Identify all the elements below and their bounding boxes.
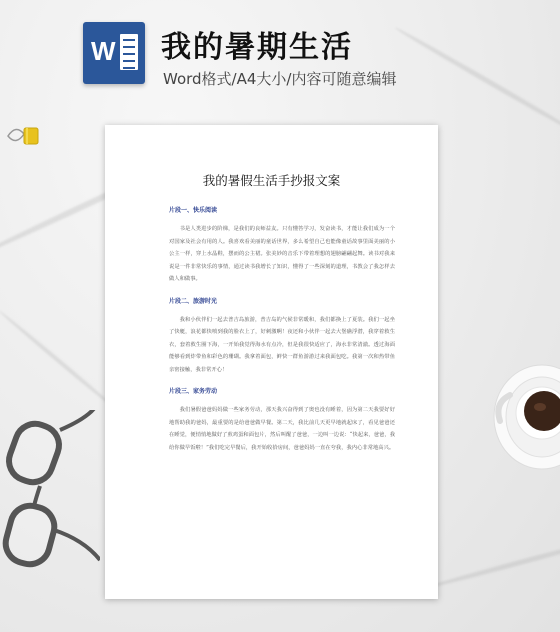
document-page-icon bbox=[120, 34, 138, 70]
binder-clip-icon bbox=[6, 120, 42, 156]
header bbox=[83, 22, 543, 102]
document-title: 我的暑假生活手抄报文案 bbox=[202, 173, 341, 188]
section-heading: 片段三、家务劳动 bbox=[169, 388, 218, 395]
page-subtitle: Word格式/A4大小/内容可随意编辑 bbox=[163, 70, 397, 88]
word-icon bbox=[83, 22, 145, 84]
section-heading: 片段一、快乐阅读 bbox=[169, 207, 218, 214]
section-paragraph: 我们暑假爸爸妈妈做一些家务劳动，那天我兴奋得到了奥也没有睡着，因为第二天我要好好地帮助我的爸妈，最重要的是给爸爸做早餐。第二天，我比前几天更早地就起床了，看见爸爸还在睡觉，便悄悄地做好了煎鸡蛋和面包片，然后叫醒了爸爸，一边叫一边说：“快起来，爸爸，我给你做早饭啦！”我们吃完早餐后，我开始收拾房间，爸爸妈妈一直在夸我，我内心非常地高兴。 bbox=[169, 407, 395, 451]
marble-vein bbox=[423, 534, 560, 591]
section-heading: 片段二、旅游时光 bbox=[169, 297, 218, 305]
section-paragraph: 我和小伙伴们一起去普吉岛旅游，普吉岛的气候非常暖和，我们都换上了夏装。我们一起坐了快艇，浪花都快喷到我的脸衣上了，好刺激啊！夜还和小伙伴一起去大堡礁浮潜，我穿着救生衣，套着救生圈下海，一开始我觉得海水有点冷，但是我很快适应了，海水非常清澈。透过海面能够看到炸带鱼和彩色的珊瑚。我拿着面包，鲜快一群鱼游游过来我面包吃。我第一次和热带鱼亲密接触，我非常开心！ bbox=[169, 316, 395, 373]
coffee-cup-icon bbox=[480, 355, 560, 475]
section-paragraph: 书是人类进步的阶梯，是我们的良师益友。只有懂答学习，发奋读书，才能让我们成为一个对国家及社会有用的人。我喜欢看美丽的童话世界，多么希望自己也能像童话故事里面美丽的小公主一样，穿上水晶鞋，摆而的公主裙。张美妙的音乐下带着理想的翅膀翩翩起舞。读书对我来说是一件非常快乐的事情，通过读书我增长了知识，懂得了一些深刻的道理，书教会了我怎样去做人和做事。 bbox=[169, 226, 395, 282]
page-title: 我的暑期生活 bbox=[161, 30, 353, 65]
eyeglasses-icon bbox=[0, 410, 100, 590]
document-page bbox=[105, 125, 438, 599]
document-body bbox=[169, 205, 395, 464]
word-logo-letter: W bbox=[91, 36, 116, 66]
